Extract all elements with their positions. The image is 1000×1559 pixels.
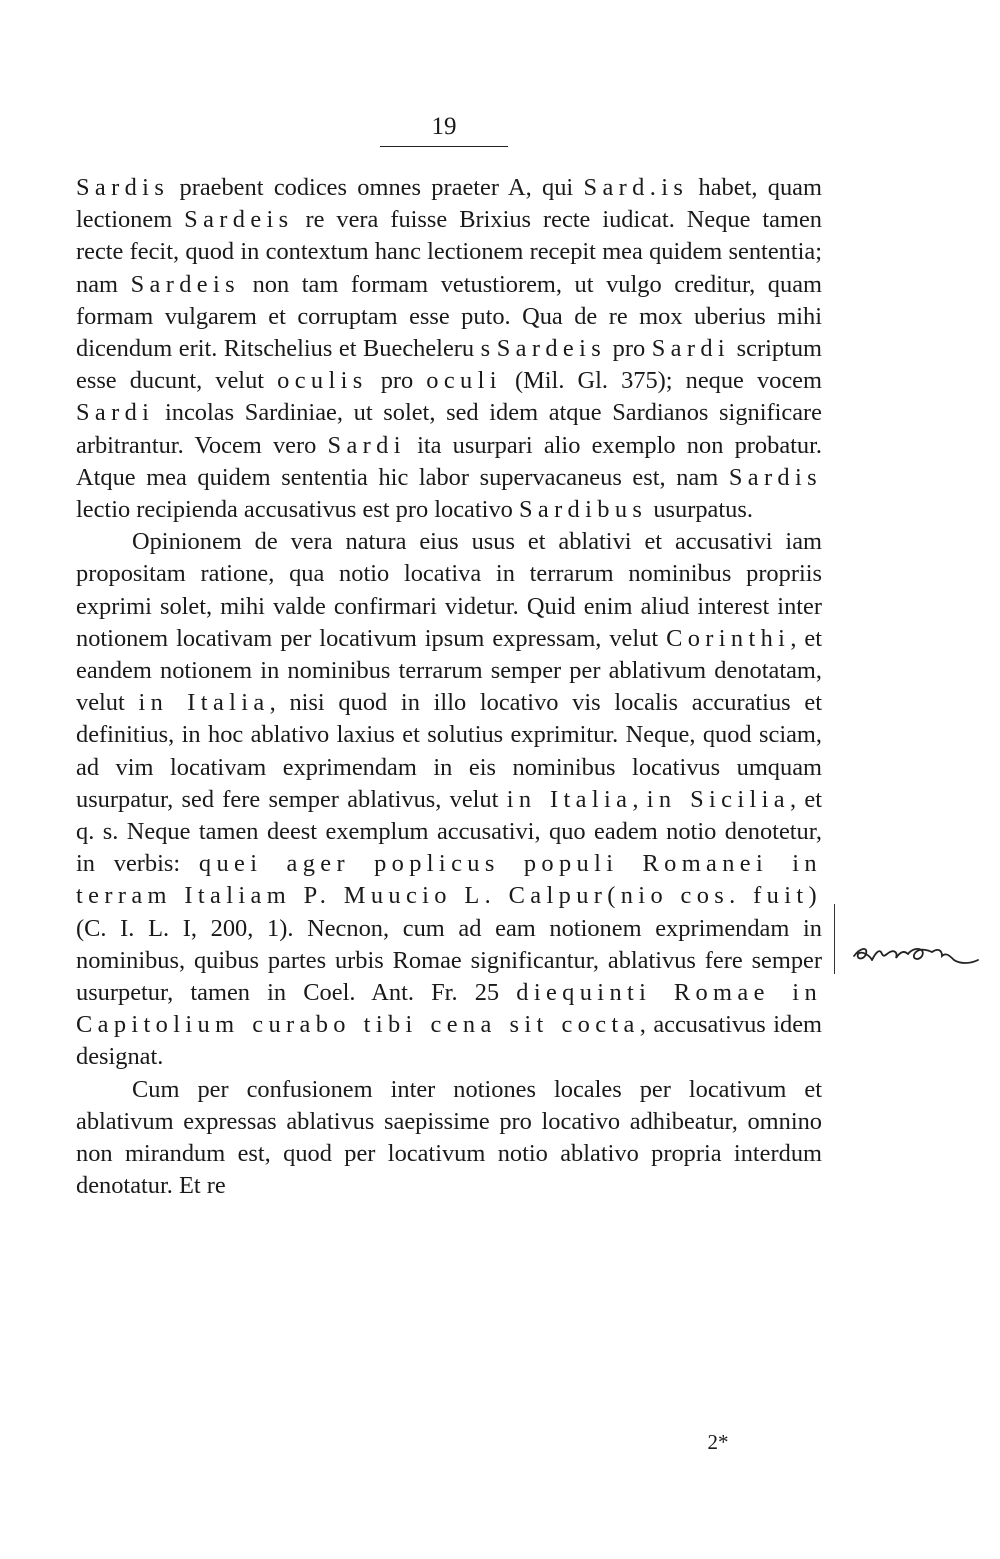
- spaced-term: Sardeis: [184, 206, 294, 234]
- header-rule: [380, 146, 508, 147]
- text-run: ita usurpari alio exemplo non probatur. Atque mea quidem sententia hic labor supervacaneus est, nam: [76, 431, 822, 491]
- spaced-term: Sardis: [76, 174, 170, 201]
- spaced-term: Sardi: [76, 399, 155, 427]
- spaced-term: Sardi: [651, 335, 731, 363]
- text-run: , et q. s. Neque tamen deest exemplum accusativi, quo eadem notio denotetur, in verbis:: [76, 785, 822, 878]
- spaced-term: in Italia: [138, 689, 270, 717]
- spaced-term: quei ager poplicus populi Romanei in terram Italiam P. Muucio L. Calpur(nio cos. fuit): [76, 850, 822, 910]
- text-run: habet, quam lectionem: [76, 174, 822, 234]
- spaced-term: Sardeis: [130, 270, 240, 298]
- page-number: 19: [431, 113, 457, 140]
- text-run: ,: [632, 785, 647, 813]
- spaced-term: in Sicilia: [646, 785, 790, 813]
- paragraph: [76, 526, 822, 1073]
- paragraph: [76, 1074, 822, 1203]
- spaced-term: Corinthi: [666, 624, 791, 652]
- spaced-term: oculi: [426, 367, 502, 395]
- text-run: usurpatus.: [647, 496, 753, 524]
- handwritten-error-annotation: [846, 926, 986, 976]
- text-run: praebent codices omnes praeter A, qui: [169, 174, 584, 201]
- text-run: pro: [367, 367, 427, 395]
- text-run: (Mil. Gl. 375); neque vocem: [501, 367, 822, 395]
- spaced-term: Sardi: [327, 431, 406, 459]
- text-run: (C. I. L. I, 200, 1). Necnon, cum ad eam notionem exprimendam in nominibus, quibus partes urbis Romae significantur, ablativus fere semper usurpetur, tamen in Coel. Ant. Fr. 25: [76, 914, 822, 1007]
- spaced-term: Sardibus: [518, 496, 648, 524]
- text-run: pro: [606, 335, 652, 363]
- margin-bracket-line: [834, 904, 835, 974]
- text-run: , et eandem notionem in nominibus terrarum semper per ablativum denotatam, velut: [76, 624, 822, 717]
- text-run: scriptum esse ducunt, velut: [76, 335, 822, 395]
- signature-mark: 2*: [707, 1430, 729, 1454]
- text-run: re vera fuisse Brixius recte iudicat. Neque tamen recte fecit, quod in contextum hanc lectionem recepit mea quidem sententia; nam: [76, 206, 822, 298]
- text-run: lectio recipienda accusativus est pro locativo: [76, 496, 519, 524]
- handwritten-margin-note: [846, 926, 986, 976]
- spaced-term: in Italia: [506, 785, 633, 813]
- spaced-term: Sard.is: [583, 174, 689, 201]
- text-run: incolas Sardiniae, ut solet, sed idem atque Sardianos significare arbitrantur. Vocem vero: [76, 399, 822, 459]
- spaced-term: oculis: [277, 367, 368, 395]
- text-run: , nisi quod in illo locativo vis localis accuratius et definitius, in hoc ablativo laxius et solutius exprimitur. Neque, quod sciam, ad vim locativam exprimendam in eis nominibus locativus umquam usurpatur, sed fere semper ablativus, velut: [76, 689, 822, 813]
- text-run: Cum per confusionem inter notiones locales per locativum et ablativum expressas ablativus saepissime pro locativo adhibeatur, omnino non mirandum est, quod per locativum notio ablativo propria interdum denotatur. Et re: [76, 1075, 822, 1200]
- body-text: [76, 172, 822, 1203]
- spaced-term: Sardis: [728, 463, 822, 491]
- paragraph: [76, 172, 822, 526]
- text-run: , accusativus idem designat.: [76, 1011, 822, 1071]
- spaced-term: diequinti Romae in Capitolium curabo tibi cena sit cocta: [76, 979, 823, 1039]
- text-run: Opinionem de vera natura eius usus et ablativi et accusativi iam propositam ratione, qua notio locativa in terrarum nominibus propriis exprimi solet, mihi valde confirmari videtur. Quid enim aliud interest inter notionem locativam per locativum ipsum expressam, velut: [76, 528, 822, 652]
- spaced-term: Sardeis: [496, 335, 607, 363]
- text-run: non tam formam vetustiorem, ut vulgo creditur, quam formam vulgarem et corruptam esse puto. Qua de re mox uberius mihi dicendum erit. Ritschelius et Buecheleru s: [76, 270, 822, 363]
